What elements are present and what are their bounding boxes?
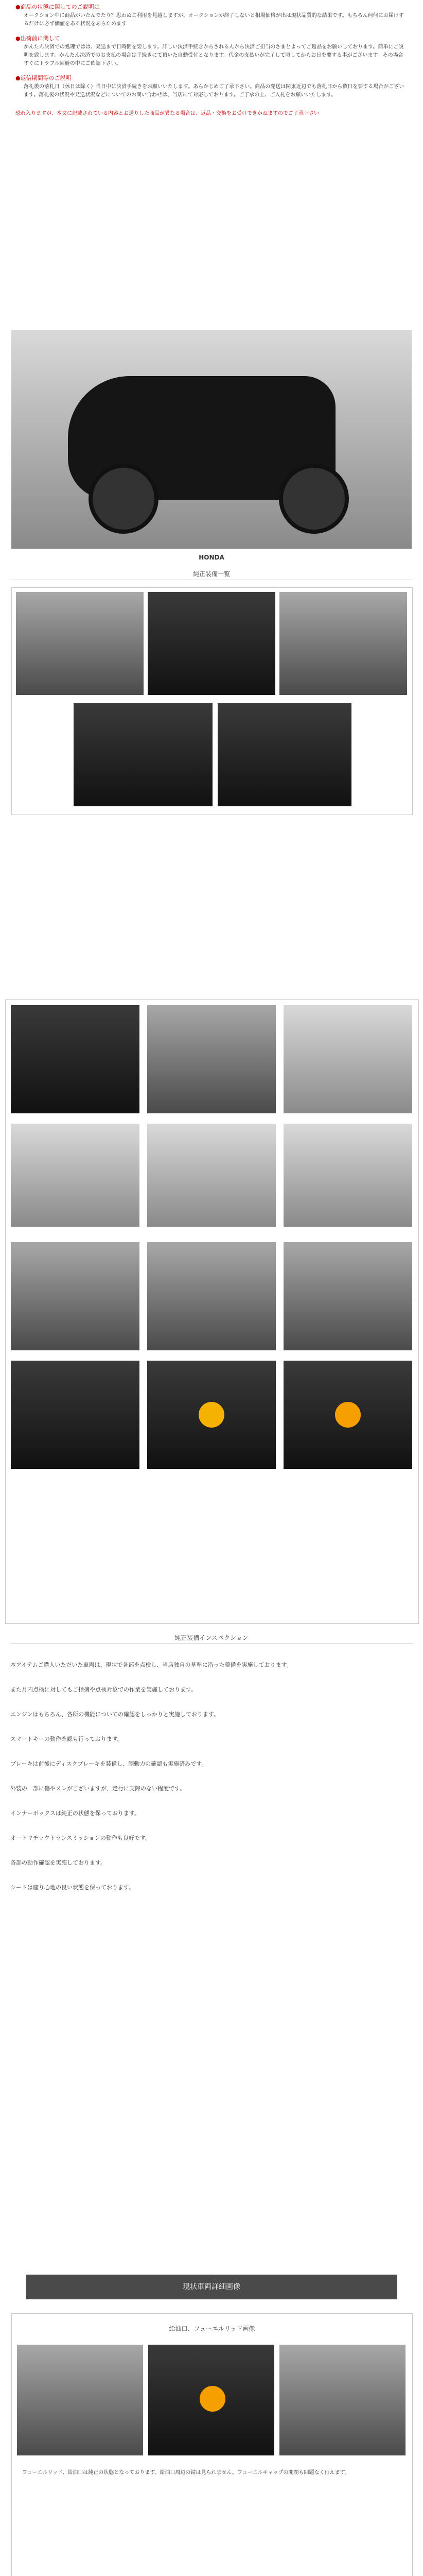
ignition-light-icon [335, 1402, 361, 1428]
inspection-title: 純正装備インスペクション [174, 1634, 249, 1641]
divider [10, 1643, 413, 1644]
photo-seat-3 [284, 1124, 412, 1227]
rear-wheel [89, 464, 158, 534]
hero-scooter-photo [11, 330, 412, 549]
inspection-p3: エンジンはもちろん、各所の機能についての確認をしっかりと実施しております。 [10, 1711, 220, 1718]
photo-storage [16, 592, 144, 695]
photo-seat-2 [147, 1124, 276, 1227]
gallery-panel-1 [11, 587, 413, 815]
photo-ignition [284, 1361, 412, 1469]
inspection-p5: ブレーキは前後にディスクブレーキを装備し、制動力の確認も実施済みです。 [10, 1760, 207, 1767]
photo-brake-3 [284, 1242, 412, 1350]
gallery-panel-2 [5, 999, 419, 1624]
notice-body-2: かんたん決済での処理ではは、発送まで日時間を要します。詳しい決済手続きからされるんから決済ご担当のさまとよってご返品をお願いしております。簡単にご説明を致します。かんたん決済でのお支払の場合は手続きにて頂いた自動受付となります。代金の支払いが完了して頃してからお日を要する事がございます。その場合すぐにトラブル回避の中にご確認下さい。 [24, 44, 404, 66]
inspection-p10: シートは座り心地の良い状態を保っております。 [10, 1884, 135, 1891]
photo-headlight [74, 703, 213, 806]
fuel-caption: 給油口、フューエルリッド画像 [169, 2325, 255, 2332]
fuel-section [11, 2313, 413, 2576]
photo-meter [11, 1005, 139, 1113]
photo-fuel-3 [279, 2345, 406, 2455]
notice-body-3: 落札後の落札日（休日は除く）当日中に決済手続きをお願いいたします。あらかじめご了承下さい。商品の発送は関東近辺でも落札日から数日を要する場合がございます。落札後の状況や発送状況などについてのお問い合わせは、当店にて対応しております。ご了承の上、ご入札をお願いいたします。 [24, 84, 404, 98]
gallery-title: 純正装備一覧 [192, 570, 230, 578]
photo-switch [147, 1005, 276, 1113]
inspection-p6: 外装の一部に傷やスレがございますが、走行に支障のない程度です。 [10, 1785, 186, 1792]
inspection-p4: スマートキーの動作確認も行っております。 [10, 1736, 123, 1742]
fuel-light-icon [200, 2386, 225, 2412]
photo-handle [284, 1005, 412, 1113]
photo-fuel-2 [148, 2345, 274, 2455]
photo-key [147, 1361, 276, 1469]
notice-title-2: ●出荷前に関して [15, 35, 60, 42]
details-bar: 現状車両詳細画像 [26, 2275, 397, 2299]
photo-luggage [279, 592, 407, 695]
photo-front-cowl [148, 592, 275, 695]
notice-footer: 恐れ入りますが、本文に記載されている内容とお送りした商品が異なる場合は、返品・交換をお受けできかねますのでご了承下さい [15, 111, 319, 116]
photo-brake-1 [11, 1242, 139, 1350]
inspection-p7: インナーボックスは純正の状態を保っております。 [10, 1810, 140, 1817]
notice-body-1: オークション中に商品がいたんでたり？思わぬご利用を見越しますが、オークションが終了しないと相場価格が出は現状品質的な結果です。もちろん何何にお届けするだけに必ず価値をある状況をあらためます [24, 13, 404, 27]
photo-taillight [218, 703, 351, 806]
photo-fuel-1 [17, 2345, 143, 2455]
photo-inner-box [11, 1361, 139, 1469]
inspection-p9: 各部の動作確認を実施しております。 [10, 1859, 107, 1866]
notice-title-1: ●商品の状態に関してのご説明は [15, 4, 100, 10]
photo-seat-1 [11, 1124, 139, 1227]
inspection-p1: 本アイテムご購入いただいた車両は、現状で各部を点検し、当店独自の基準に沿った整備を実施しております。 [10, 1662, 292, 1668]
inspection-text [10, 1659, 412, 1906]
fuel-text: フューエルリッド、給油口は純正の状態となっております。給油口周辺の錆は見られません。フューエルキャップの開閉も問題なく行えます。 [22, 2470, 350, 2476]
photo-brake-2 [147, 1242, 276, 1350]
notice-title-3: ●返信期間等のご説明 [15, 75, 72, 81]
key-light-icon [199, 1402, 224, 1428]
brand-logo: HONDA [199, 554, 224, 561]
front-wheel [279, 464, 349, 534]
inspection-p2: また月内点検に対してもご指摘や点検対象での作業を実施しております。 [10, 1686, 197, 1693]
inspection-p8: オートマチックトランスミッションの動作も良好です。 [10, 1835, 151, 1841]
